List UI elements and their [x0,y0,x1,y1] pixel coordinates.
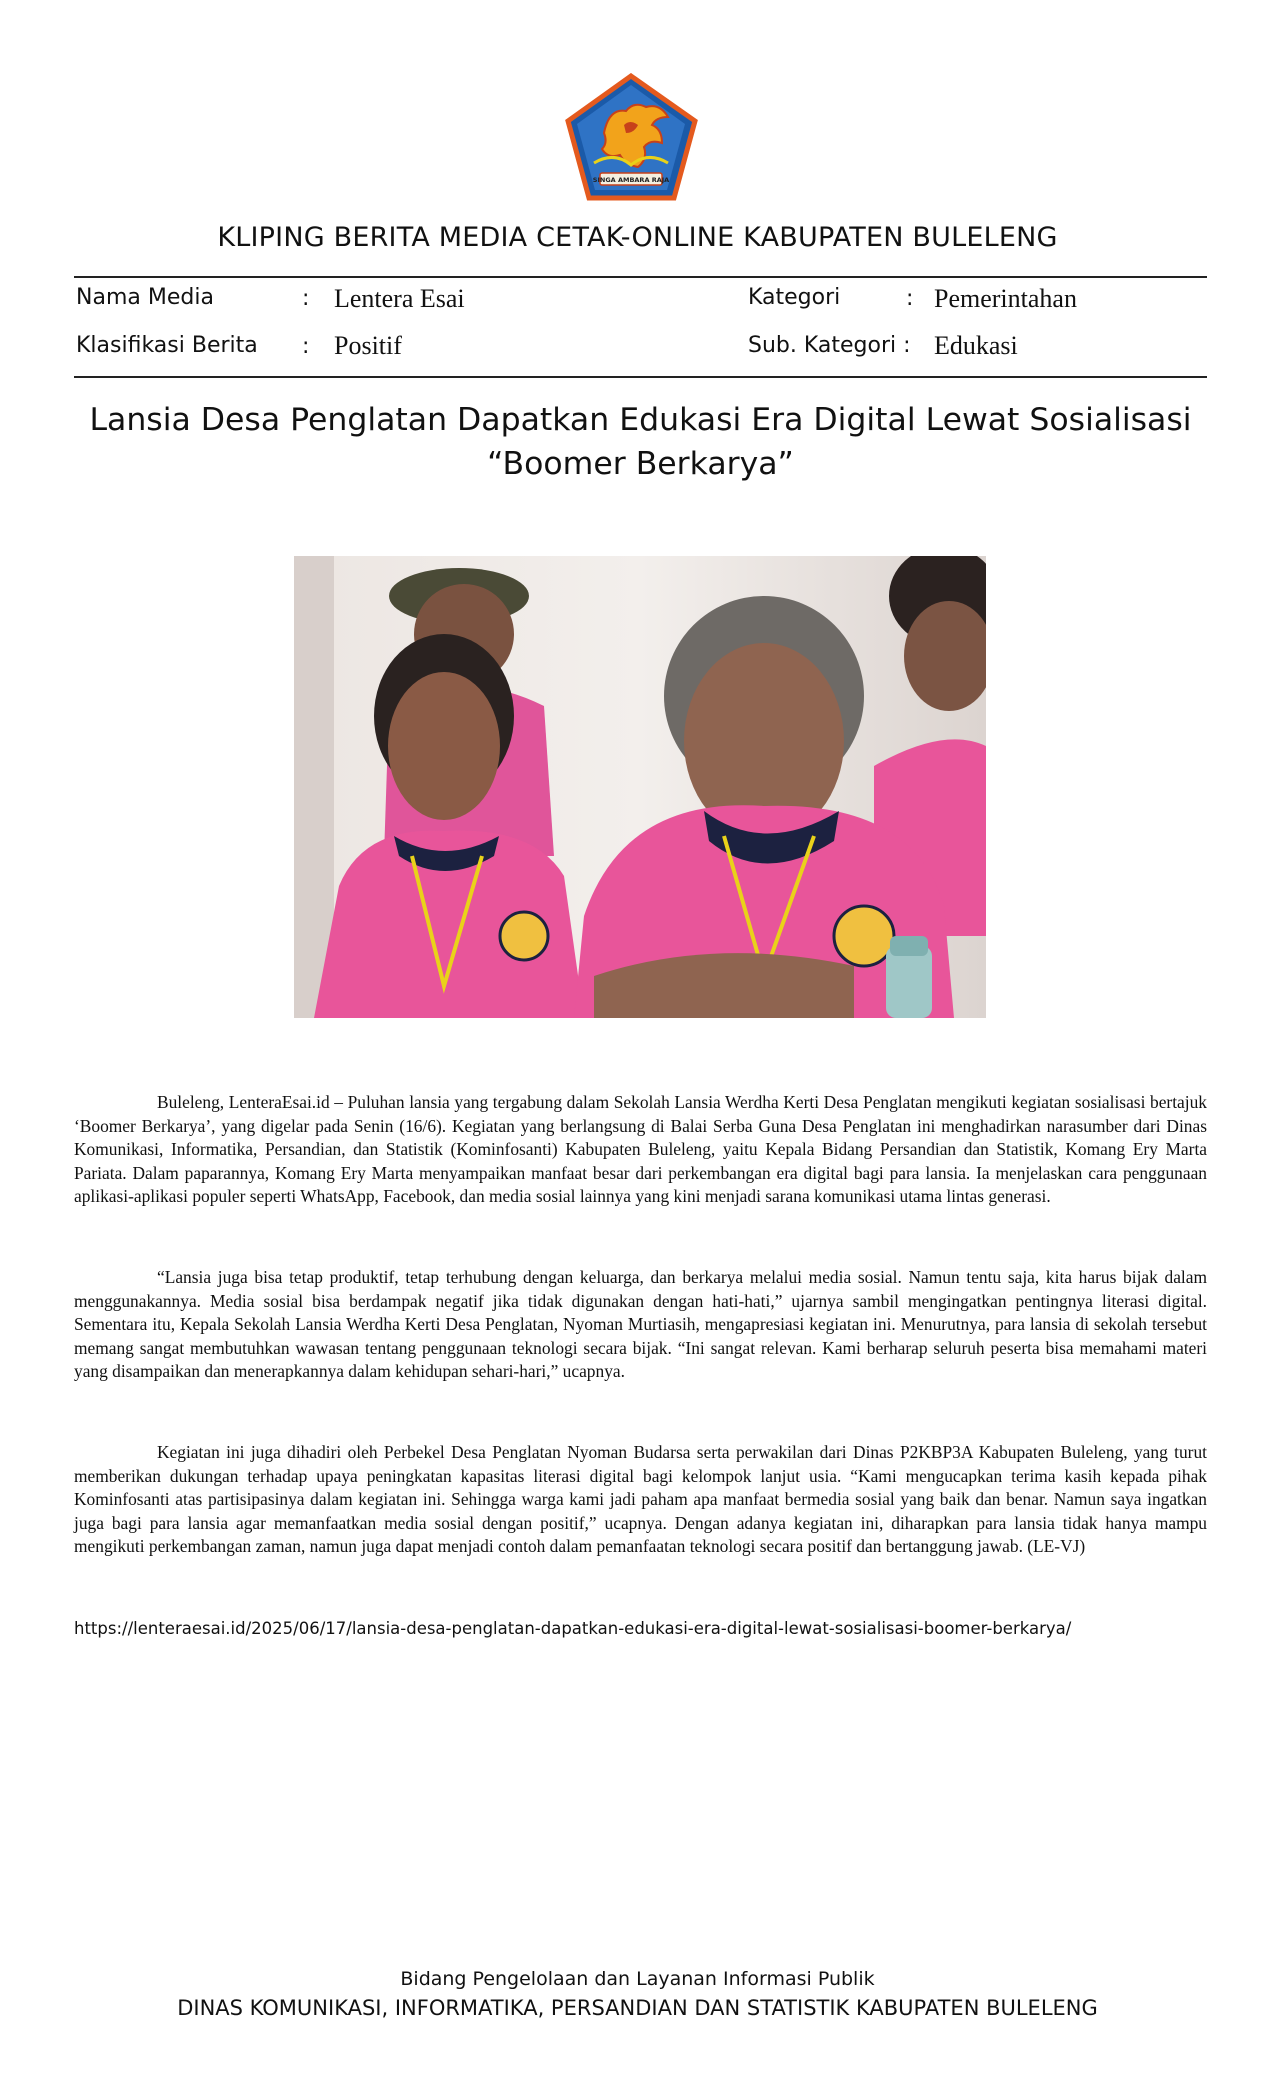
kategori-value: Pemerintahan [934,284,1077,313]
meta-colon: : [302,334,310,359]
nama-media-label: Nama Media [76,285,214,310]
kategori-label: Kategori [748,285,841,310]
meta-colon: : [302,286,310,311]
article-paragraph: Kegiatan ini juga dihadiri oleh Perbekel Desa Penglatan Nyoman Budarsa serta perwakilan dari Dinas P2KBP3A Kabupaten Buleleng, yang turut memberikan dukungan terhadap upaya peningkatan kapasitas literasi digital bagi kelompok lanjut usia. “Kami mengucapkan terima kasih kepada pihak Kominfosanti atas partisipasinya dalam kegiatan ini. Sehingga warga kami jadi paham apa manfaat bermedia sosial yang baik dan benar. Namun saya ingatkan juga bagi para lansia agar memanfaatkan media sosial dengan positif,” ucapnya. Dengan adanya kegiatan ini, diharapkan para lansia tidak hanya mampu mengikuti perkembangan zaman, namun juga dapat menjadi contoh dalam pemanfaatan teknologi secara positif dan bertanggung jawab. (LE-VJ) [74,1442,1207,1556]
footer-office: DINAS KOMUNIKASI, INFORMATIKA, PERSANDIAN DAN STATISTIK KABUPATEN BULELENG [177,1996,1098,2020]
article-photo [294,556,986,1018]
article-title-line: Lansia Desa Penglatan Dapatkan Edukasi Era Digital Lewat Sosialisasi [89,402,1192,438]
sub-kategori-label: Sub. Kategori : [748,333,911,358]
article-title [74,398,1207,486]
article-paragraph: Buleleng, LenteraEsai.id – Puluhan lansia yang tergabung dalam Sekolah Lansia Werdha Kerti Desa Penglatan mengikuti kegiatan sosialisasi bertajuk ‘Boomer Berkarya’, yang digelar pada Senin (16/6). Kegiatan yang berlangsung di Balai Serba Guna Desa Penglatan ini menghadirkan narasumber dari Dinas Komunikasi, Informatika, Persandian, dan Statistik (Kominfosanti) Kabupaten Buleleng, yaitu Kepala Bidang Persandian dan Statistik, Komang Ery Marta Pariata. Dalam paparannya, Komang Ery Marta menyampaikan manfaat besar dari perkembangan era digital bagi para lansia. Ia menjelaskan cara penggunaan aplikasi-aplikasi populer seperti WhatsApp, Facebook, dan media sosial lainnya yang kini menjadi sarana komunikasi utama lintas generasi. [74,1092,1207,1206]
klasifikasi-label: Klasifikasi Berita [76,333,258,358]
article-paragraph: “Lansia juga bisa tetap produktif, tetap terhubung dengan keluarga, dan berkarya melalui media sosial. Namun tentu saja, kita harus bijak dalam menggunakannya. Media sosial bisa berdampak negatif jika tidak digunakan dengan hati-hati,” ujarnya sambil mengingatkan pentingnya literasi digital. Sementara itu, Kepala Sekolah Lansia Werdha Kerti Desa Penglatan, Nyoman Murtiasih, mengapresiasi kegiatan ini. Menurutnya, para lansia di sekolah tersebut memang sangat membutuhkan wawasan tentang penggunaan teknologi secara bijak. “Ini sangat relevan. Kami berharap seluruh peserta bisa memahami materi yang disampaikan dan menerapkannya dalam kehidupan sehari-hari,” ucapnya. [74,1267,1207,1381]
footer-division: Bidang Pengelolaan dan Layanan Informasi Publik [400,1968,875,1990]
sub-kategori-value: Edukasi [934,331,1018,360]
document-header-title: KLIPING BERITA MEDIA CETAK-ONLINE KABUPATEN BULELENG [217,222,1058,253]
source-url-link[interactable]: https://lenteraesai.id/2025/06/17/lansia-desa-penglatan-dapatkan-edukasi-era-digital-lewat-sosialisasi-boomer-berkarya/ [74,1619,1072,1638]
meta-colon: : [906,286,914,311]
klasifikasi-value: Positif [334,331,402,360]
article-title-line: “Boomer Berkarya” [487,446,794,482]
header-bottom-rule [74,376,1207,378]
header-top-rule [74,276,1207,278]
nama-media-value: Lentera Esai [334,284,465,313]
buleleng-emblem-icon [564,73,699,201]
logo-text: SINGA AMBARA RAJA [592,176,670,184]
